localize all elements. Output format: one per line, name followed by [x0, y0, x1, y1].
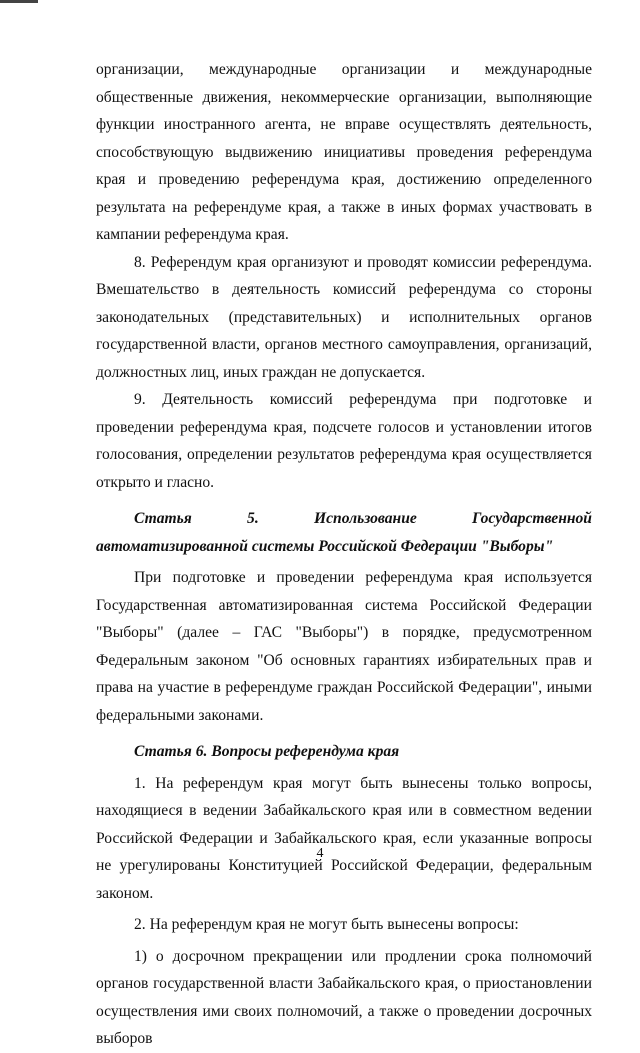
- article-6-item-2: 2. На референдум края не могут быть вынесены вопросы:: [134, 916, 519, 933]
- page-number: 4: [316, 846, 324, 861]
- article-6-subitem-1: 1) о досрочном прекращении или продлении срока полномочий органов государственной власти Забайкальского края, о приостановлении осуществления ими своих полномочий, а также о проведении досрочных выборов: [96, 947, 592, 1047]
- article-6-item-1: 1. На референдум края могут быть вынесены только вопросы, находящиеся в ведении Забайкальского края или в совместном ведении Российской Федерации и Забайкальского края, если указанные вопросы не урегулированы Конституцией Российской Федерации, федеральным законом.: [96, 774, 592, 902]
- paragraph-item-9: 9. Деятельность комиссий референдума при подготовке и проведении референдума края, подсчете голосов и установлении итогов голосования, определении результатов референдума края осуществляется открыто и гласно.: [96, 391, 592, 491]
- paragraph-item-8: 8. Референдум края организуют и проводят комиссии референдума. Вмешательство в деятельность комиссий референдума со стороны законодательных (представительных) и исполнительных органов государственной власти, органов местного самоуправления, организаций, должностных лиц, иных граждан не допускается.: [96, 253, 592, 381]
- document-page: [96, 56, 592, 1053]
- article-6-heading: Статья 6. Вопросы референдума края: [134, 743, 400, 760]
- article-5-heading: Статья 5. Использование Государственной автоматизированной системы Российской Федерации "Выборы": [96, 510, 592, 555]
- article-5-text: При подготовке и проведении референдума края используется Государственная автоматизированная система Российской Федерации "Выборы" (далее – ГАС "Выборы") в порядке, предусмотренном Федеральным законом "Об основных гарантиях избирательных прав и права на участие в референдуме граждан Российской Федерации", иными федеральными законами.: [96, 569, 592, 724]
- paragraph-continuation: организации, международные организации и международные общественные движения, некоммерческие организации, выполняющие функции иностранного агента, не вправе осуществлять деятельность, способствующую выдвижению инициативы проведения референдума края и проведению референдума края, достижению определенного результата на референдуме края, а также в иных формах участвовать в кампании референдума края.: [96, 61, 592, 243]
- scan-corner-mark: [0, 0, 38, 3]
